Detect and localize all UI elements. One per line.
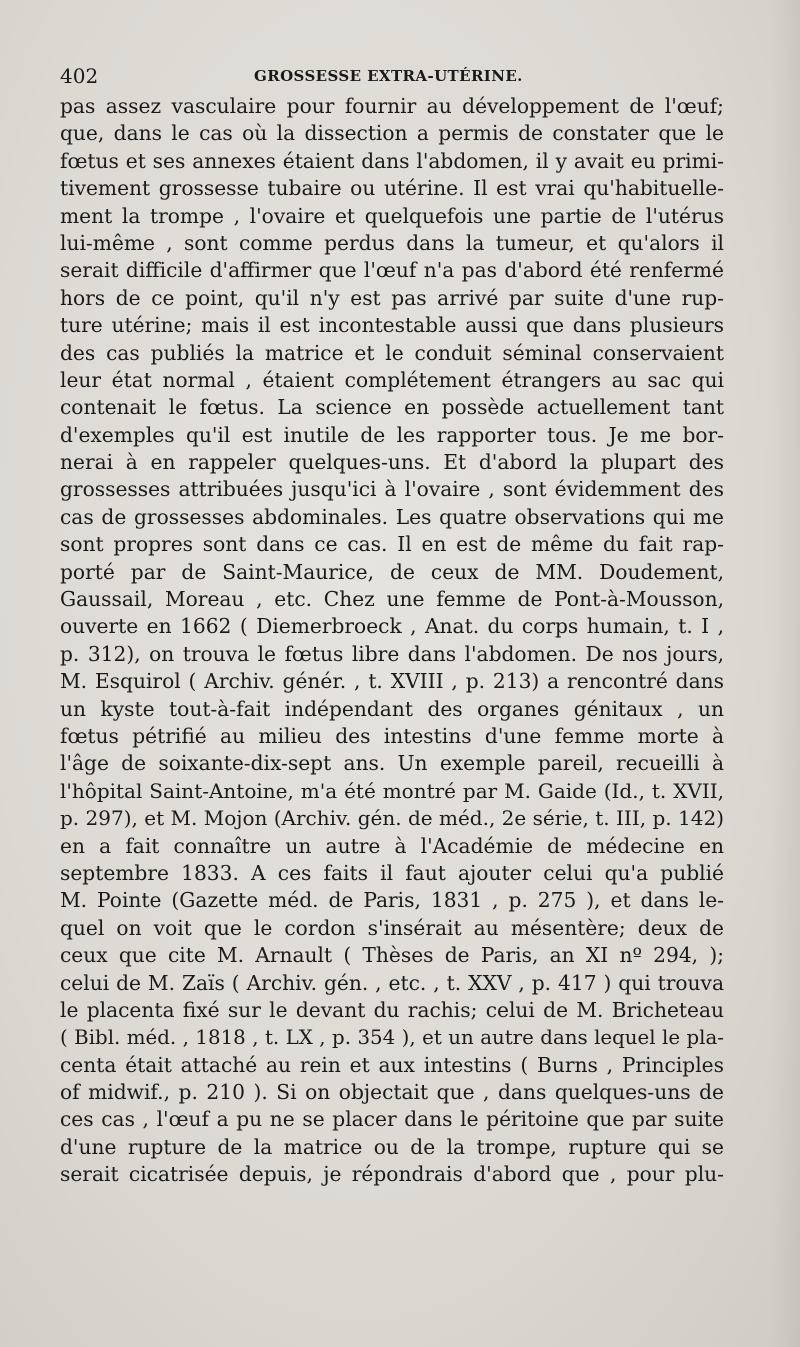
running-head — [60, 64, 724, 90]
text-line: serait cicatrisée depuis, je répondrais d'abord que , pour plu- — [60, 1162, 724, 1187]
text-line: M. Esquirol ( Archiv. génér. , t. XVIII , p. 213) a rencontré dans — [60, 669, 724, 694]
text-line: un kyste tout-à-fait indépendant des organes génitaux , un — [60, 696, 724, 721]
text-line: of midwif., p. 210 ). Si on objectait que , dans quelques-uns de — [60, 1080, 724, 1105]
text-line: l'âge de soixante-dix-sept ans. Un exemple pareil, recueilli à — [60, 751, 724, 776]
page-edge-shadow — [770, 0, 800, 1347]
text-line: celui de M. Zaïs ( Archiv. gén. , etc. , t. XXV , p. 417 ) qui trouva — [60, 970, 724, 995]
text-line: septembre 1833. A ces faits il faut ajouter celui qu'a publié — [60, 860, 724, 885]
text-line: leur état normal , étaient complétement étrangers au sac qui — [60, 367, 724, 392]
text-line: sont propres sont dans ce cas. Il en est de même du fait rap- — [60, 532, 724, 557]
text-line: p. 312), on trouva le fœtus libre dans l'abdomen. De nos jours, — [60, 641, 724, 666]
text-line: le placenta fixé sur le devant du rachis; celui de M. Bricheteau — [60, 997, 724, 1022]
text-line: serait difficile d'affirmer que l'œuf n'a pas d'abord été renfermé — [60, 258, 724, 283]
text-line: p. 297), et M. Mojon (Archiv. gén. de méd., 2e série, t. III, p. 142) — [60, 806, 724, 831]
text-line: nerai à en rappeler quelques-uns. Et d'abord la plupart des — [60, 450, 724, 475]
text-line: fœtus pétrifié au milieu des intestins d'une femme morte à — [60, 723, 724, 748]
text-line: l'hôpital Saint-Antoine, m'a été montré par M. Gaide (Id., t. XVII, — [60, 778, 724, 803]
text-line: d'une rupture de la matrice ou de la trompe, rupture qui se — [60, 1134, 724, 1159]
text-line: ouverte en 1662 ( Diemerbroeck , Anat. du corps humain, t. I , — [60, 614, 724, 639]
text-line: grossesses attribuées jusqu'ici à l'ovaire , sont évidemment des — [60, 477, 724, 502]
text-line: ( Bibl. méd. , 1818 , t. LX , p. 354 ), et un autre dans lequel le pla- — [60, 1026, 724, 1050]
text-line: quel on voit que le cordon s'insérait au mésentère; deux de — [60, 915, 724, 940]
text-line: en a fait connaître un autre à l'Académie de médecine en — [60, 833, 724, 858]
text-line: contenait le fœtus. La science en possède actuellement tant — [60, 395, 724, 420]
text-line: M. Pointe (Gazette méd. de Paris, 1831 , p. 275 ), et dans le- — [60, 888, 724, 913]
text-line: centa était attaché au rein et aux intestins ( Burns , Principles — [60, 1052, 724, 1077]
text-line: pas assez vasculaire pour fournir au développement de l'œuf; — [60, 94, 724, 118]
text-line: des cas publiés la matrice et le conduit séminal conservaient — [60, 340, 724, 365]
text-line: que, dans le cas où la dissection a permis de constater que le — [60, 121, 724, 146]
text-line: cas de grossesses abdominales. Les quatre observations qui me — [60, 504, 724, 529]
text-line: Gaussail, Moreau , etc. Chez une femme de Pont-à-Mousson, — [60, 587, 724, 612]
text-line: ment la trompe , l'ovaire et quelquefois une partie de l'utérus — [60, 203, 724, 228]
text-line: porté par de Saint-Maurice, de ceux de MM. Doudement, — [60, 559, 724, 584]
text-line: lui-même , sont comme perdus dans la tumeur, et qu'alors il — [60, 230, 724, 255]
text-line: ces cas , l'œuf a pu ne se placer dans le péritoine que par suite — [60, 1107, 724, 1132]
page-number: 402 — [60, 64, 99, 88]
text-line: d'exemples qu'il est inutile de les rapporter tous. Je me bor- — [60, 422, 724, 447]
text-line: ture utérine; mais il est incontestable aussi que dans plusieurs — [60, 313, 724, 338]
text-line: tivement grossesse tubaire ou utérine. Il est vrai qu'habituelle- — [60, 176, 724, 201]
running-title: GROSSESSE EXTRA-UTÉRINE. — [254, 67, 523, 85]
body-text — [60, 93, 724, 1189]
text-line: ceux que cite M. Arnault ( Thèses de Paris, an XI nº 294, ); — [60, 943, 724, 968]
text-line: fœtus et ses annexes étaient dans l'abdomen, il y avait eu primi- — [60, 148, 724, 173]
text-line: hors de ce point, qu'il n'y est pas arrivé par suite d'une rup- — [60, 285, 724, 310]
